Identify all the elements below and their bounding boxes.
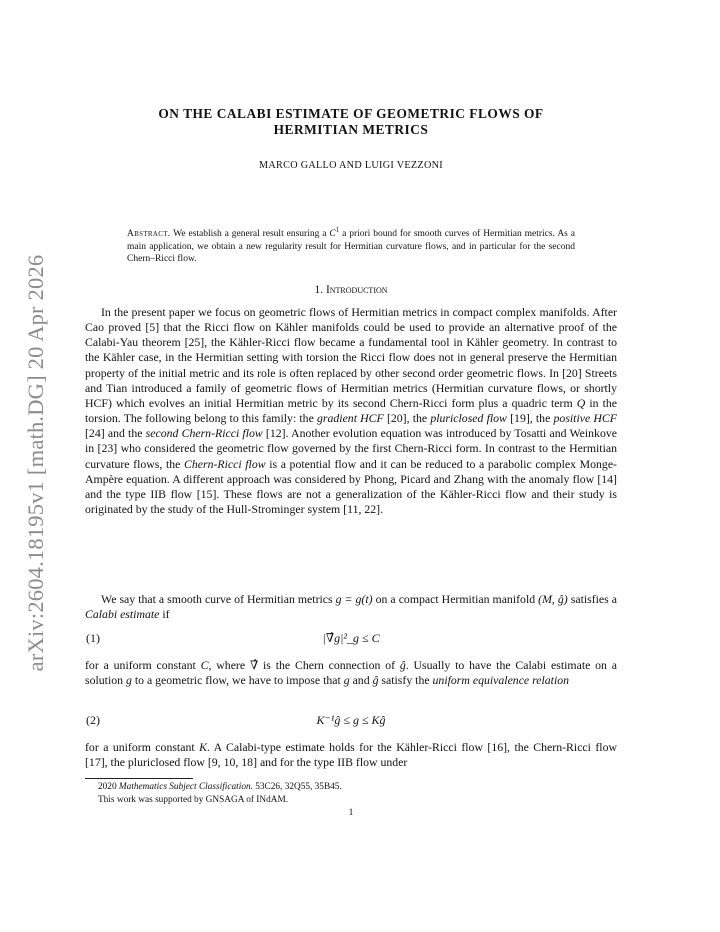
page-number: 1 xyxy=(348,808,354,818)
footnote-msc: 2020 Mathematics Subject Classification. 53C26, 32Q55, 35B45. xyxy=(98,782,342,792)
intro-paragraph-4: for a uniform constant K. A Calabi-type estimate holds for the Kähler-Ricci flow [16], the Chern-Ricci flow [17], the pluriclosed flow [9, 10, 18] and for the type IIB flow under xyxy=(85,740,618,770)
equation-1 xyxy=(85,631,617,647)
section-heading-introduction: 1. Introduction xyxy=(314,284,388,296)
footnote-divider xyxy=(85,778,193,779)
arxiv-identifier-stamp: arXiv:2604.18195v1 [math.DG] 20 Apr 2026 xyxy=(23,254,48,672)
abstract-heading: Abstract. xyxy=(127,229,171,240)
equation-number: (2) xyxy=(86,713,100,727)
equation-body: K⁻¹ĝ ≤ g ≤ Kĝ xyxy=(316,713,386,727)
equation-2 xyxy=(85,713,617,729)
footnote-funding: This work was supported by GNSAGA of INdAM. xyxy=(98,795,289,805)
intro-paragraph-3: for a uniform constant C, where ∇̂ is the Chern connection of ĝ. Usually to have the Calabi estimate on a solution g to a geometric flow, we have to impose that g and ĝ satisfy the uniform equivalence relation xyxy=(85,658,618,688)
equation-number: (1) xyxy=(86,631,100,645)
intro-paragraph-2: We say that a smooth curve of Hermitian metrics g = g(t) on a compact Hermitian manifold (M, ĝ) satisfies a Calabi estimate if xyxy=(85,592,618,622)
equation-body: |∇̂g|²_g ≤ C xyxy=(322,631,380,645)
title-line-2: HERMITIAN METRICS xyxy=(273,122,429,137)
title-line-1: ON THE CALABI ESTIMATE OF GEOMETRIC FLOWS OF xyxy=(158,106,544,121)
abstract: Abstract. We establish a general result ensuring a $C^1$ a priori bound for smooth curves of Hermitian metrics. As a main application, we obtain a new regularity result for Hermitian curvature flows, and in particular for the second Chern–Ricci flow. xyxy=(127,226,575,265)
paper-title xyxy=(85,106,617,138)
intro-paragraph-1: In the present paper we focus on geometric flows of Hermitian metrics in compact complex manifolds. After Cao proved [5] that the Ricci flow on Kähler manifolds could be used to provide an alternative proof of the Calabi-Yau theorem [25], the Kähler-Ricci flow became a fundamental tool in Kähler geometry. In contrast to the Kähler case, in the Hermitian setting with torsion the Ricci flow does not in general preserve the Hermitian property of the initial metric and its role is often replaced by other second order geometric flows. In [20] Streets and Tian introduced a family of geometric flows of Hermitian metrics (Hermitian curvature flows, or shortly HCF) which evolves an initial Hermitian metric by its second Chern-Ricci form plus a quadric term Q in the torsion. The following belong to this family: the gradient HCF [20], the pluriclosed flow [19], the positive HCF [24] and the second Chern-Ricci flow [12]. Another evolution equation was introduced by Tosatti and Weinkove in [23] who considered the geometric flow governed by the first Chern-Ricci form. In contrast to the Hermitian curvature flows, the Chern-Ricci flow is a potential flow and it can be reduced to a parabolic complex Monge-Ampère equation. A different approach was considered by Phong, Picard and Zhang with the anomaly flow [14] and the type IIB flow [15]. These flows are not a generalization of the Kähler-Ricci flow and their study is originated by the study of the Hull-Strominger system [11, 22]. xyxy=(85,305,617,517)
author-list: MARCO GALLO AND LUIGI VEZZONI xyxy=(259,160,443,171)
